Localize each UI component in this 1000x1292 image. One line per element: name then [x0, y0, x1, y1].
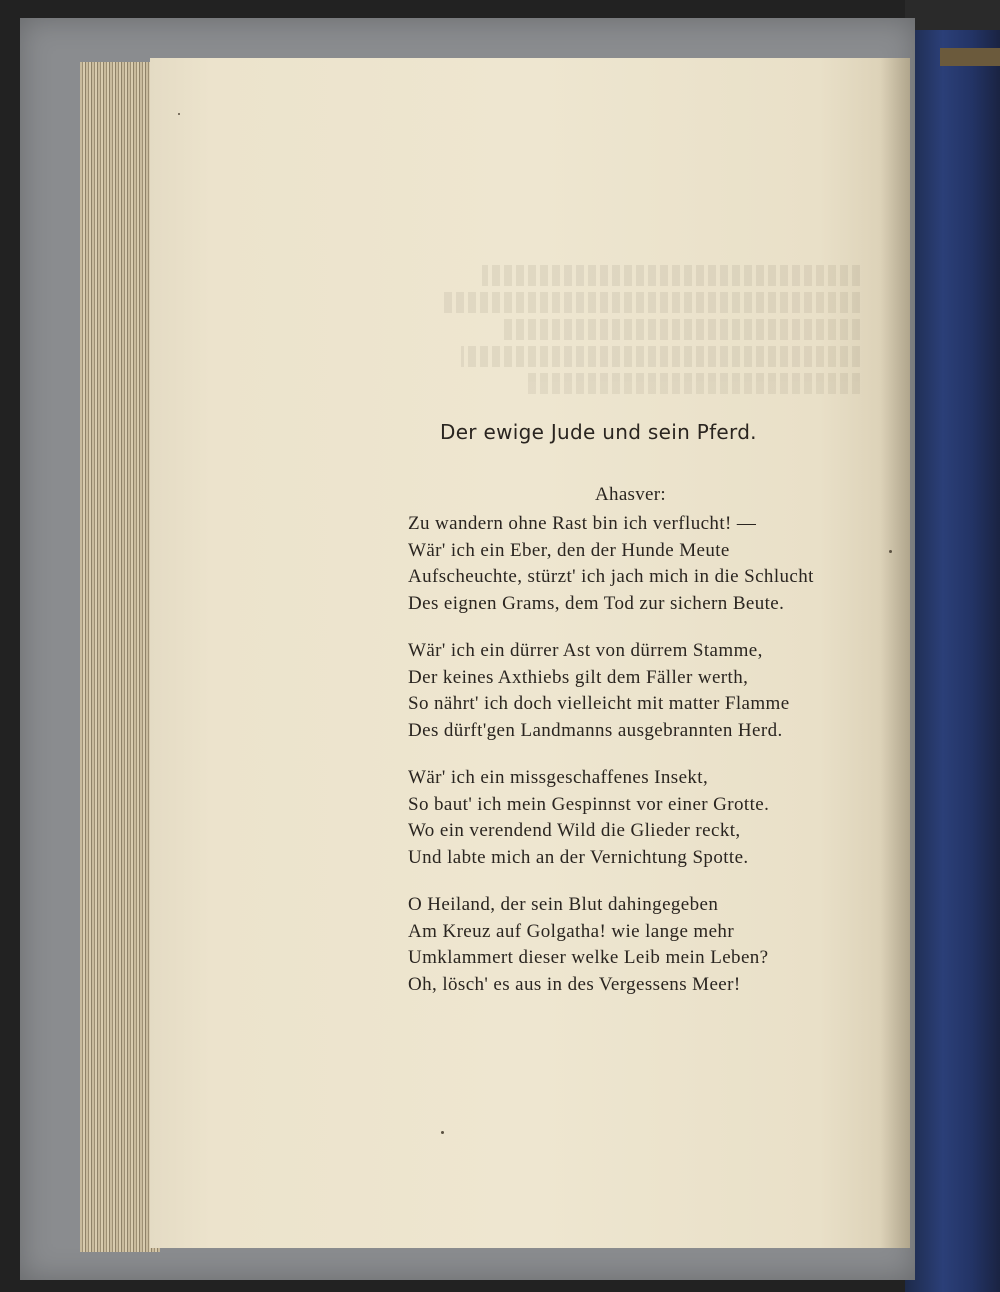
- poem-body: [408, 511, 888, 1019]
- verse-line: Der keines Axthiebs gilt dem Fäller werth,: [408, 666, 749, 688]
- verse-line: So nährt' ich doch vielleicht mit matter Flamme: [408, 693, 790, 714]
- verse-line: So baut' ich mein Gespinnst vor einer Grotte.: [408, 793, 770, 815]
- verse-line: Zu wandern ohne Rast bin ich verflucht! —: [408, 513, 757, 534]
- stanza-3: [408, 765, 888, 871]
- paper-speck: [889, 550, 892, 553]
- verse-line: Wär' ich ein Eber, den der Hunde Meute: [408, 539, 730, 561]
- stanza-4: [408, 892, 888, 998]
- verse-line: O Heiland, der sein Blut dahingegeben: [408, 894, 719, 915]
- verse-line: Des dürft'gen Landmanns ausgebrannten Herd.: [408, 719, 783, 741]
- paper-speck: [441, 1131, 444, 1134]
- verse-line: Und labte mich an der Vernichtung Spotte.: [408, 846, 749, 868]
- stanza-2: [408, 638, 888, 744]
- stanza-1: [408, 511, 888, 617]
- show-through-text: [440, 265, 860, 415]
- verse-line: Oh, lösch' es aus in des Vergessens Meer!: [408, 973, 741, 995]
- verse-line: Am Kreuz auf Golgatha! wie lange mehr: [408, 920, 735, 942]
- verse-line: Wär' ich ein dürrer Ast von dürrem Stamme,: [408, 640, 763, 661]
- page-edges: [80, 62, 160, 1252]
- book-spine: [905, 30, 1000, 1292]
- verse-line: Wär' ich ein missgeschaffenes Insekt,: [408, 767, 709, 788]
- speaker-label: Ahasver:: [595, 484, 666, 505]
- verse-line: Wo ein verendend Wild die Glieder reckt,: [408, 820, 741, 841]
- verse-line: Aufscheuchte, stürzt' ich jach mich in die Schlucht: [408, 566, 814, 587]
- paper-speck: [178, 113, 180, 115]
- spine-band: [940, 48, 1000, 66]
- verse-line: Des eignen Grams, dem Tod zur sichern Beute.: [408, 592, 785, 614]
- verse-line: Umklammert dieser welke Leib mein Leben?: [408, 947, 769, 968]
- poem-title: Der ewige Jude und sein Pferd.: [440, 420, 757, 444]
